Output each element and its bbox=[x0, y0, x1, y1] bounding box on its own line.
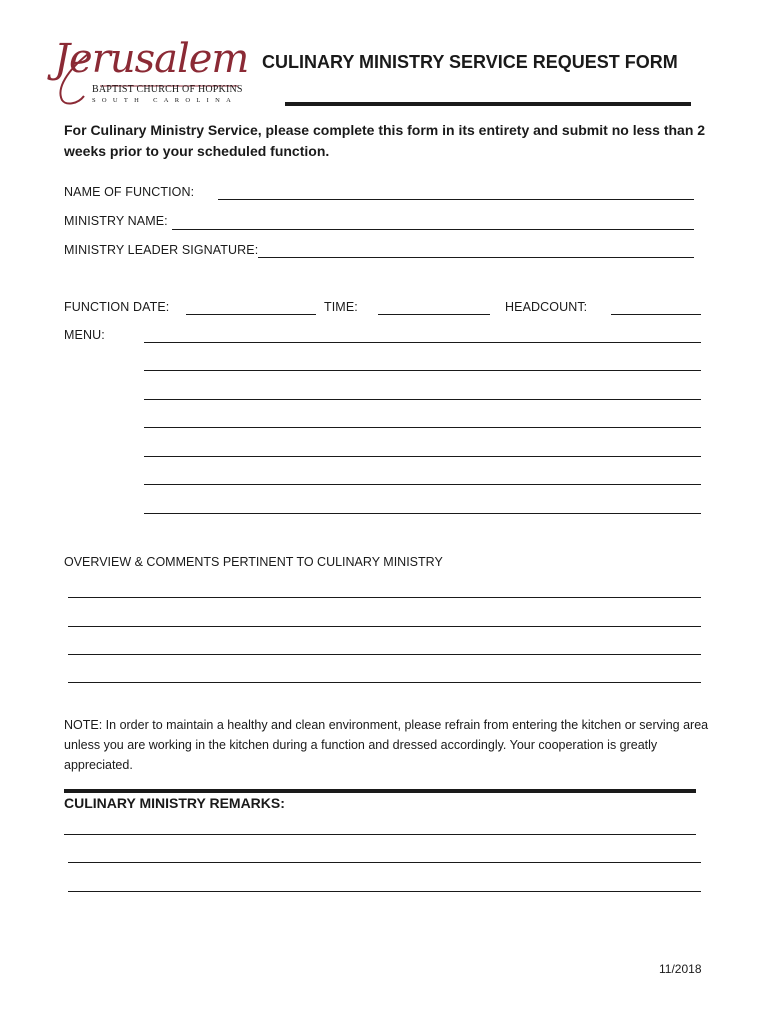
function-date-label: FUNCTION DATE: bbox=[64, 300, 170, 314]
form-title: CULINARY MINISTRY SERVICE REQUEST FORM bbox=[262, 52, 678, 72]
menu-label: MENU: bbox=[64, 328, 105, 342]
ministry-name-field[interactable] bbox=[172, 229, 694, 230]
remarks-title: CULINARY MINISTRY REMARKS: bbox=[64, 795, 285, 811]
menu-line[interactable] bbox=[144, 513, 701, 514]
overview-label: OVERVIEW & COMMENTS PERTINENT TO CULINARY MINISTRY bbox=[64, 555, 443, 569]
overview-line[interactable] bbox=[68, 626, 701, 627]
menu-line[interactable] bbox=[144, 456, 701, 457]
note-text: NOTE: In order to maintain a healthy and clean environment, please refrain from entering the kitchen or serving area unless you are working in the kitchen during a function and dressed accordingly. Your cooperation is greatly appreciated. bbox=[64, 718, 709, 772]
function-date-field[interactable] bbox=[186, 314, 316, 315]
time-field[interactable] bbox=[378, 314, 490, 315]
overview-line[interactable] bbox=[68, 597, 701, 598]
overview-line[interactable] bbox=[68, 682, 701, 683]
logo-name: Jerusalem bbox=[54, 36, 249, 82]
name-of-function-label: NAME OF FUNCTION: bbox=[64, 185, 195, 199]
name-of-function-field[interactable] bbox=[218, 199, 694, 200]
remarks-line[interactable] bbox=[68, 862, 701, 863]
ministry-leader-signature-field[interactable] bbox=[258, 257, 694, 258]
time-label: TIME: bbox=[324, 300, 358, 314]
church-logo bbox=[48, 36, 249, 112]
remarks-line[interactable] bbox=[68, 891, 701, 892]
logo-location: SOUTH CAROLINA bbox=[92, 97, 238, 104]
logo-subtitle: BAPTIST CHURCH OF HOPKINS bbox=[92, 84, 243, 95]
menu-line[interactable] bbox=[144, 399, 701, 400]
ministry-name-label: MINISTRY NAME: bbox=[64, 214, 168, 228]
menu-line[interactable] bbox=[144, 427, 701, 428]
remarks-top-rule bbox=[64, 789, 696, 793]
title-underline bbox=[285, 102, 691, 106]
menu-line[interactable] bbox=[144, 484, 701, 485]
overview-line[interactable] bbox=[68, 654, 701, 655]
remarks-line[interactable] bbox=[64, 834, 696, 835]
headcount-field[interactable] bbox=[611, 314, 701, 315]
revision-date: 11/2018 bbox=[659, 962, 702, 976]
ministry-leader-signature-label: MINISTRY LEADER SIGNATURE: bbox=[64, 243, 259, 257]
headcount-label: HEADCOUNT: bbox=[505, 300, 588, 314]
menu-line[interactable] bbox=[144, 342, 701, 343]
menu-line[interactable] bbox=[144, 370, 701, 371]
intro-text: For Culinary Ministry Service, please complete this form in its entirety and submit no less than 2 weeks prior to your scheduled function. bbox=[64, 122, 706, 159]
